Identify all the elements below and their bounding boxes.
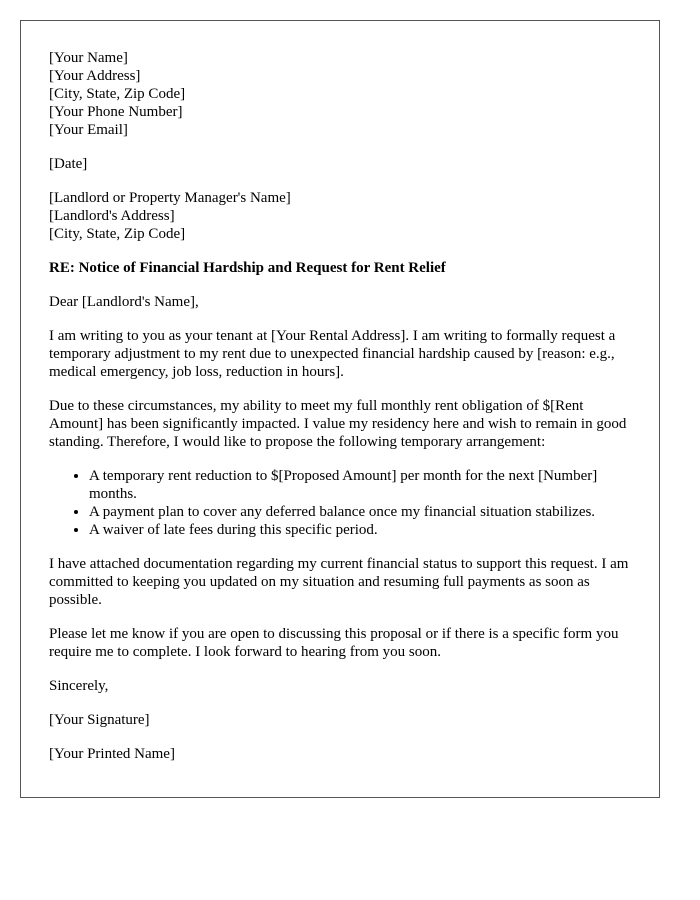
paragraph-documentation: I have attached documentation regarding my current financial status to support this request. I am committed to keeping you updated on my situation and resuming full payments as soon as possible. [49, 556, 629, 608]
recipient-city-state-zip: [City, State, Zip Code] [49, 226, 186, 242]
proposal-item: • A waiver of late fees during this specific period. [89, 521, 639, 539]
proposal-item: • A payment plan to cover any deferred balance once my financial situation stabilizes. [89, 503, 639, 521]
sender-phone: [Your Phone Number] [49, 104, 183, 120]
sender-email: [Your Email] [49, 122, 128, 138]
proposal-list [49, 467, 639, 539]
paragraph-intro: I am writing to you as your tenant at [Your Rental Address]. I am writing to formally request a temporary adjustment to my rent due to unexpected financial hardship caused by [reason: e.g., medical emergency, job loss, reduction in hours]. [49, 328, 616, 380]
letter-date: [Date] [49, 156, 88, 172]
salutation: Dear [Landlord's Name], [49, 294, 199, 310]
subject-line: RE: Notice of Financial Hardship and Request for Rent Relief [49, 260, 446, 276]
sender-name: [Your Name] [49, 50, 128, 66]
letter-body [49, 49, 639, 779]
signature: [Your Signature] [49, 712, 150, 728]
closing: Sincerely, [49, 678, 109, 694]
paragraph-circumstances: Due to these circumstances, my ability to meet my full monthly rent obligation of $[Rent Amount] has been significantly impacted. I value my residency here and wish to remain in good standing. Therefore, I would like to propose the following temporary arrangement: [49, 398, 627, 450]
sender-address: [Your Address] [49, 68, 141, 84]
recipient-block [49, 189, 639, 243]
sender-block [49, 49, 639, 139]
paragraph-request: Please let me know if you are open to discussing this proposal or if there is a specific form you require me to complete. I look forward to hearing from you soon. [49, 626, 619, 660]
proposal-item: • A temporary rent reduction to $[Proposed Amount] per month for the next [Number] months. [89, 467, 639, 503]
recipient-address: [Landlord's Address] [49, 208, 175, 224]
printed-name: [Your Printed Name] [49, 746, 175, 762]
sender-city-state-zip: [City, State, Zip Code] [49, 86, 186, 102]
recipient-name: [Landlord or Property Manager's Name] [49, 190, 291, 206]
